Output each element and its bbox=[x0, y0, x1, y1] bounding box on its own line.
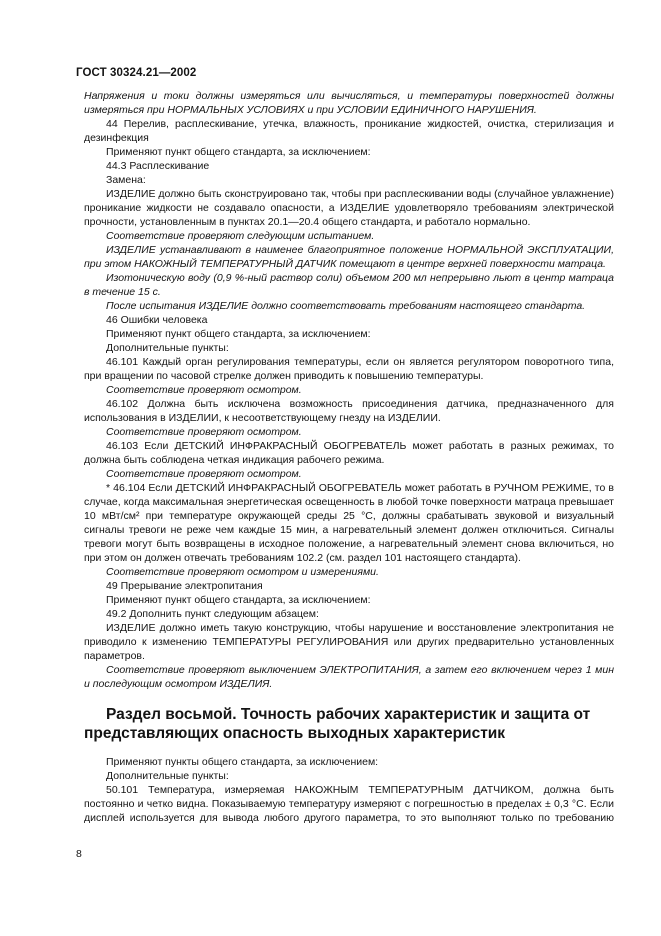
paragraph: Соответствие проверяют осмотром и измерениями. bbox=[106, 566, 379, 578]
text-block-section bbox=[84, 755, 614, 825]
document-header: ГОСТ 30324.21—2002 bbox=[76, 67, 197, 79]
paragraph: * 46.104 Если ДЕТСКИЙ ИНФРАКРАСНЫЙ ОБОГРЕВАТЕЛЬ может работать в РУЧНОМ РЕЖИМЕ, то в случае, когда максимальная энергетическая освещенность в любой точке поверхности матраца превышает 10 мВт/см² при температуре окружающей среды 25 °С, должны срабатывать звуковой и визуальный сигналы тревоги не реже чем каждые 15 мин, а нагревательный элемент должен отключиться. Сигналы тревоги могут быть возвращены в исходное положение, а нагревательный элемент снова включиться, но при этом он должен отвечать требованиям 102.2 (см. раздел 101 настоящего стандарта). bbox=[84, 482, 614, 564]
paragraph: Напряжения и токи должны измеряться или вычисляться, и температуры поверхностей должны измеряться при НОРМАЛЬНЫХ УСЛОВИЯХ и при УСЛОВИИ ЕДИНИЧНОГО НАРУШЕНИЯ. bbox=[84, 90, 614, 116]
page-number: 8 bbox=[76, 848, 82, 860]
paragraph: Применяют пункт общего стандарта, за исключением: bbox=[106, 146, 371, 158]
paragraph: ИЗДЕЛИЕ должно иметь такую конструкцию, чтобы нарушение и восстановление электропитания не приводило к изменению ТЕМПЕРАТУРЫ РЕГУЛИРОВАНИЯ или других предварительно установленных параметров. bbox=[84, 622, 614, 662]
paragraph: 49.2 Дополнить пункт следующим абзацем: bbox=[106, 608, 319, 620]
paragraph: ИЗДЕЛИЕ должно быть сконструировано так, чтобы при расплескивании воды (случайное увлажнение) проникание жидкости не создавало опасности, а ИЗДЕЛИЕ удовлетворяло требованиям электрической прочности, установленным в пунктах 20.1—20.4 общего стандарта, и работало нормально. bbox=[84, 188, 614, 228]
paragraph: Замена: bbox=[106, 174, 146, 186]
paragraph: 46.102 Должна быть исключена возможность присоединения датчика, предназначенного для использования в ИЗДЕЛИИ, к несоответствующему гнезду на ИЗДЕЛИИ. bbox=[84, 398, 614, 424]
paragraph: 46.103 Если ДЕТСКИЙ ИНФРАКРАСНЫЙ ОБОГРЕВАТЕЛЬ может работать в разных режимах, то должна быть соблюдена четкая индикация рабочего режима. bbox=[84, 440, 614, 466]
paragraph: Применяют пункт общего стандарта, за исключением: bbox=[106, 594, 371, 606]
paragraph: Дополнительные пункты: bbox=[106, 342, 229, 354]
paragraph: ИЗДЕЛИЕ устанавливают в наименее благоприятное положение НОРМАЛЬНОЙ ЭКСПЛУАТАЦИИ, при этом НАКОЖНЫЙ ТЕМПЕРАТУРНЫЙ ДАТЧИК помещают в центре верхней поверхности матраца. bbox=[84, 244, 614, 270]
paragraph: Соответствие проверяют осмотром. bbox=[106, 468, 302, 480]
paragraph: Изотоническую воду (0,9 %-ный раствор соли) объемом 200 мл непрерывно льют в центр матраца в течение 15 с. bbox=[84, 272, 614, 298]
text-block-main bbox=[84, 89, 614, 691]
paragraph: 44 Перелив, расплескивание, утечка, влажность, проникание жидкостей, очистка, стерилизация и дезинфекция bbox=[84, 118, 614, 144]
paragraph: 46.101 Каждый орган регулирования температуры, если он является регулятором поворотного типа, при вращении по часовой стрелке должен приводить к повышению температуры. bbox=[84, 356, 614, 382]
paragraph: Применяют пункты общего стандарта, за исключением: bbox=[106, 756, 379, 768]
paragraph: Соответствие проверяют следующим испытанием. bbox=[106, 230, 375, 242]
paragraph: Дополнительные пункты: bbox=[106, 770, 229, 782]
paragraph: 44.3 Расплескивание bbox=[106, 160, 210, 172]
paragraph: Соответствие проверяют осмотром. bbox=[106, 426, 302, 438]
paragraph: Соответствие проверяют выключением ЭЛЕКТРОПИТАНИЯ, а затем его включением через 1 мин и последующим осмотром ИЗДЕЛИЯ. bbox=[84, 664, 614, 690]
paragraph: 50.101 Температура, измеряемая НАКОЖНЫМ ТЕМПЕРАТУРНЫМ ДАТЧИКОМ, должна быть постоянно и четко видна. Показываемую температуру измеряют с погрешностью в пределах ± 0,3 °С. Если дисплей используется для вывода любого другого параметра, то это выполняют только по требованию bbox=[84, 784, 614, 824]
paragraph: После испытания ИЗДЕЛИЕ должно соответствовать требованиям настоящего стандарта. bbox=[106, 300, 586, 312]
paragraph: Соответствие проверяют осмотром. bbox=[106, 384, 302, 396]
section-heading: Раздел восьмой. Точность рабочих характеристик и защита от представляющих опасность выходных характеристик bbox=[84, 706, 591, 742]
paragraph: 46 Ошибки человека bbox=[106, 314, 208, 326]
paragraph: 49 Прерывание электропитания bbox=[106, 580, 263, 592]
document-body bbox=[84, 89, 614, 825]
paragraph: Применяют пункт общего стандарта, за исключением: bbox=[106, 328, 371, 340]
